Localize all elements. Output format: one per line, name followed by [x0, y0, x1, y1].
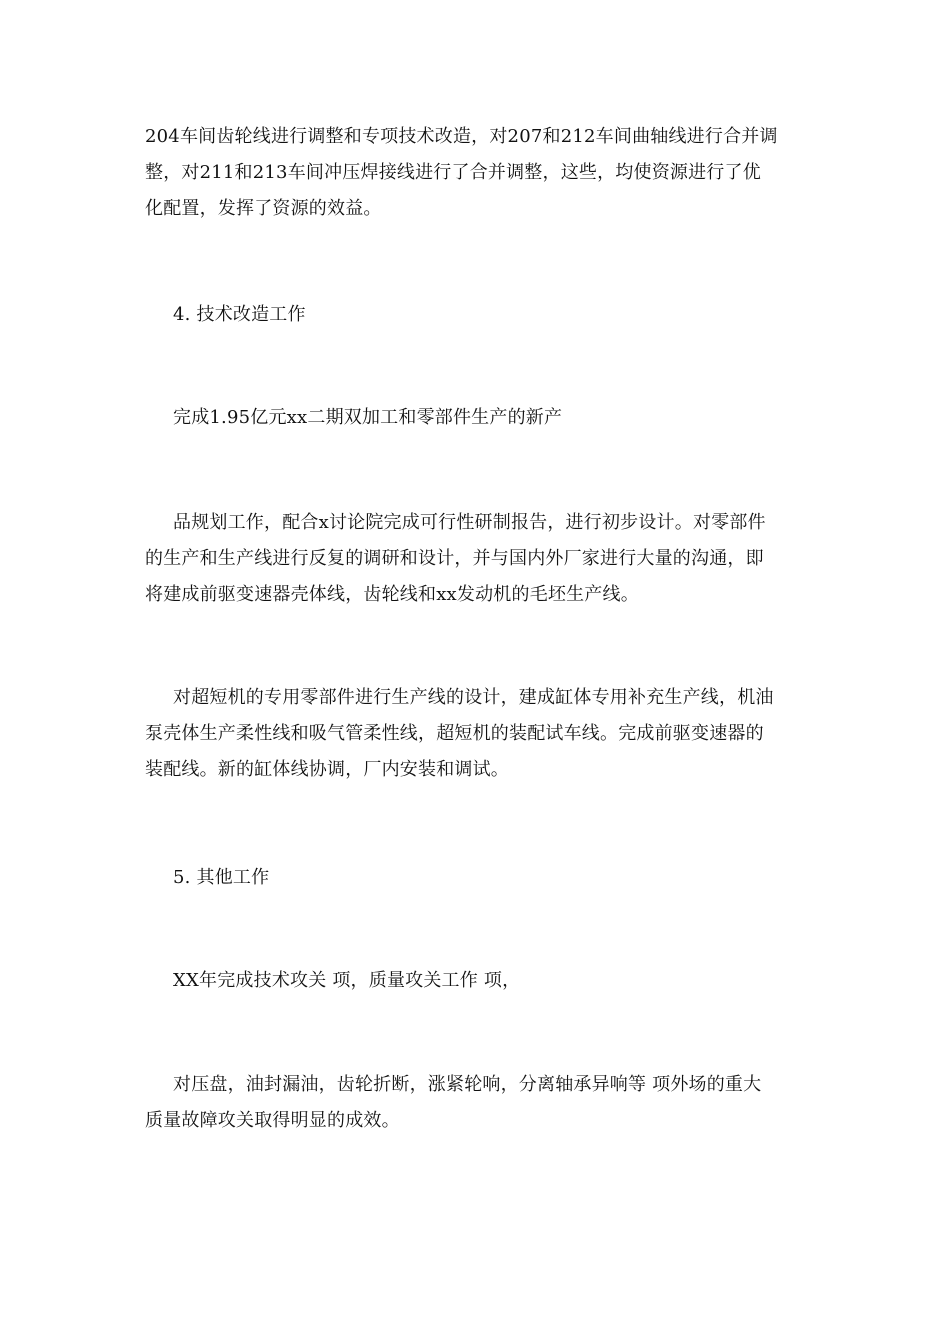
text-line: 质量故障攻关取得明显的成效。 [145, 1110, 400, 1131]
section-heading-tech-renovation [173, 297, 838, 333]
section-heading-other-work [173, 860, 838, 896]
text-line: 的生产和生产线进行反复的调研和设计，并与国内外厂家进行大量的沟通，即 [145, 548, 764, 569]
paragraph-resource-optimization [145, 119, 810, 227]
text-line: 整，对211和213车间冲压焊接线进行了合并调整，这些，均使资源进行了优 [145, 162, 761, 183]
paragraph-quality-fault [145, 1067, 810, 1139]
text-line: 对压盘，油封漏油，齿轮折断，涨紧轮响，分离轴承异响等 项外场的重大 [173, 1074, 762, 1095]
text-line: 品规划工作，配合x讨论院完成可行性研制报告，进行初步设计。对零部件 [173, 512, 766, 533]
heading-text: 5. 其他工作 [173, 867, 270, 888]
paragraph-product-planning [145, 505, 810, 613]
paragraph-tech-breakthrough [173, 963, 838, 999]
heading-text: 4. 技术改造工作 [173, 304, 306, 325]
text-line: 装配线。新的缸体线协调，厂内安装和调试。 [145, 759, 509, 780]
text-line: 完成1.95亿元xx二期双加工和零部件生产的新产 [173, 407, 563, 428]
text-line: 化配置，发挥了资源的效益。 [145, 198, 382, 219]
paragraph-production-line-design [145, 680, 810, 788]
text-line: 泵壳体生产柔性线和吸气管柔性线，超短机的装配试车线。完成前驱变速器的 [145, 723, 764, 744]
text-line: 对超短机的专用零部件进行生产线的设计，建成缸体专用补充生产线，机油 [173, 687, 774, 708]
text-line: XX年完成技术攻关 项，质量攻关工作 项， [173, 970, 521, 991]
text-line: 将建成前驱变速器壳体线，齿轮线和xx发动机的毛坯生产线。 [145, 584, 639, 605]
paragraph-new-product-intro [173, 400, 838, 436]
text-line: 204车间齿轮线进行调整和专项技术改造，对207和212车间曲轴线进行合并调 [145, 126, 778, 147]
